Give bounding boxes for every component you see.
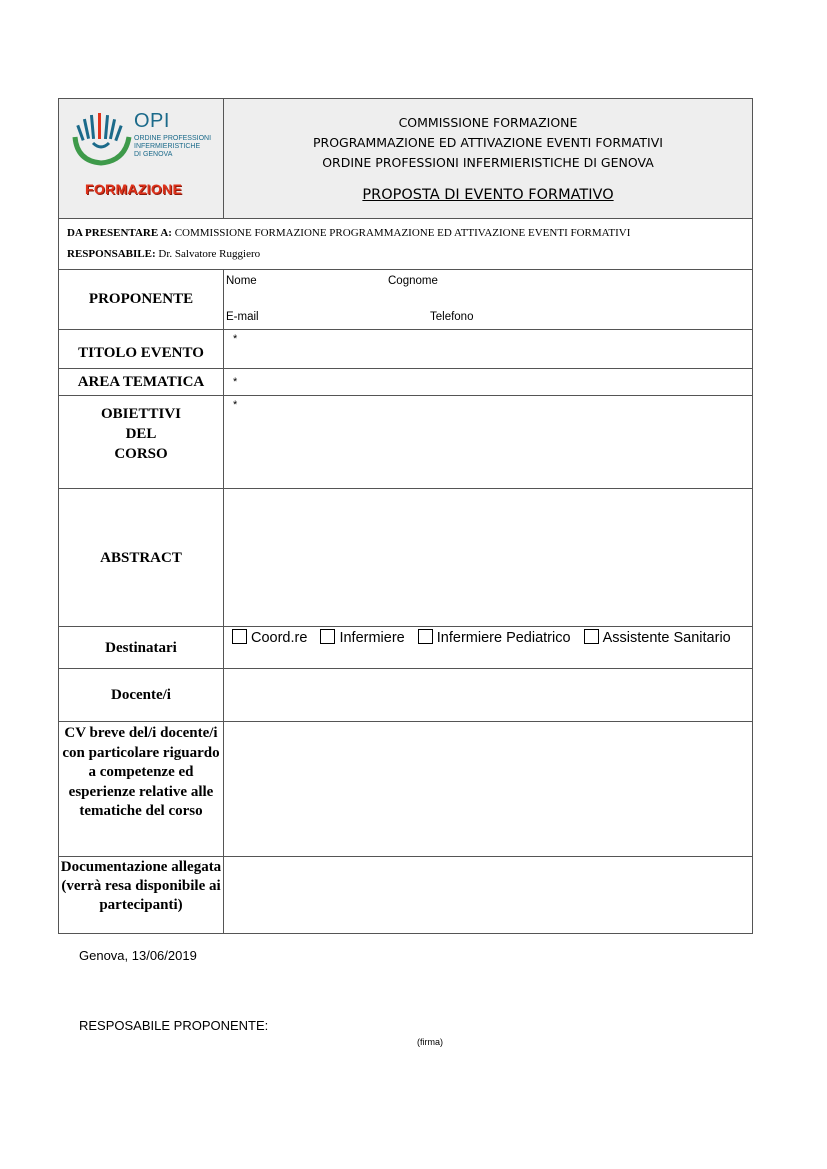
area-field[interactable] [224, 369, 753, 396]
option-infermiere-pediatrico[interactable] [418, 630, 571, 646]
documentazione-field[interactable] [224, 857, 753, 934]
docenti-field[interactable] [224, 669, 753, 722]
header-line-3: ORDINE PROFESSIONI INFERMIERISTICHE DI GENOVA [322, 155, 654, 170]
destinatari-options [224, 627, 753, 669]
telefono-label: Telefono [430, 311, 474, 323]
form-title: PROPOSTA DI EVENTO FORMATIVO [362, 187, 614, 203]
present-to-line [67, 223, 744, 244]
documentazione-label: Documentazione allegata (verrà resa disponibile ai partecipanti) [59, 857, 224, 934]
event-proposal-form [58, 98, 753, 934]
checkbox[interactable] [584, 629, 599, 644]
opi-emblem-icon [71, 109, 133, 169]
cv-field[interactable] [224, 722, 753, 857]
present-to-label: DA PRESENTARE A: [67, 227, 172, 239]
checkbox[interactable] [320, 629, 335, 644]
option-label: Assistente Sanitario [602, 630, 731, 646]
titolo-field[interactable] [224, 330, 753, 369]
responsible-label: RESPONSABILE: [67, 248, 156, 260]
option-infermiere[interactable] [320, 630, 404, 646]
header-line-1: COMMISSIONE FORMAZIONE [398, 115, 578, 130]
titolo-row [59, 330, 753, 369]
logo-formazione: FORMAZIONE [85, 181, 183, 197]
email-label: E-mail [226, 311, 259, 323]
place-date: Genova, 13/06/2019 [79, 948, 197, 963]
proponente-fields[interactable] [224, 270, 753, 330]
logo-subtitle-line: INFERMIERISTICHE [134, 143, 201, 150]
required-marker: * [233, 376, 238, 388]
logo-subtitle [134, 135, 211, 159]
destinatari-row [59, 627, 753, 669]
required-marker: * [233, 399, 238, 411]
docenti-row [59, 669, 753, 722]
area-label: AREA TEMATICA [59, 369, 224, 396]
header-titles [224, 99, 753, 219]
checkbox[interactable] [232, 629, 247, 644]
proponente-row [59, 270, 753, 330]
option-assistente-sanitario[interactable] [584, 630, 731, 646]
cv-row [59, 722, 753, 857]
obiettivi-field[interactable] [224, 396, 753, 489]
area-row [59, 369, 753, 396]
titolo-label: TITOLO EVENTO [59, 330, 224, 369]
nome-label: Nome [226, 275, 257, 287]
cognome-label: Cognome [388, 275, 438, 287]
signer-label: RESPOSABILE PROPONENTE: [79, 1018, 269, 1033]
destinatari-label: Destinatari [59, 627, 224, 669]
obiettivi-label-line: CORSO [114, 446, 168, 462]
abstract-row [59, 489, 753, 627]
obiettivi-label-line: DEL [125, 426, 157, 442]
checkbox[interactable] [418, 629, 433, 644]
opi-logo [59, 99, 224, 219]
required-marker: * [233, 333, 238, 345]
obiettivi-label-line: OBIETTIVI [100, 406, 182, 422]
abstract-field[interactable] [224, 489, 753, 627]
documentazione-row [59, 857, 753, 934]
logo-subtitle-line: DI GENOVA [134, 151, 173, 158]
form-header [59, 99, 753, 219]
obiettivi-row [59, 396, 753, 489]
abstract-label: ABSTRACT [59, 489, 224, 627]
obiettivi-label [59, 396, 224, 489]
proponente-label: PROPONENTE [59, 270, 224, 330]
signature-hint: (firma) [417, 1037, 443, 1047]
docenti-label: Docente/i [59, 669, 224, 722]
option-label: Infermiere [339, 630, 405, 646]
option-label: Coord.re [251, 630, 308, 646]
responsible-line [67, 244, 744, 265]
logo-subtitle-line: ORDINE PROFESSIONI [134, 135, 212, 142]
info-cell [59, 219, 753, 270]
info-row [59, 219, 753, 270]
option-label: Infermiere Pediatrico [436, 630, 571, 646]
present-to-value: COMMISSIONE FORMAZIONE PROGRAMMAZIONE ED ATTIVAZIONE EVENTI FORMATIVI [174, 227, 631, 239]
header-line-2: PROGRAMMAZIONE ED ATTIVAZIONE EVENTI FORMATIVI [313, 135, 663, 150]
option-coord[interactable] [232, 630, 307, 646]
responsible-value: Dr. Salvatore Ruggiero [158, 248, 261, 260]
cv-label: CV breve del/i docente/i con particolare riguardo a competenze ed esperienze relative alle tematiche del corso [59, 722, 224, 857]
logo-title: OPI [134, 110, 170, 132]
